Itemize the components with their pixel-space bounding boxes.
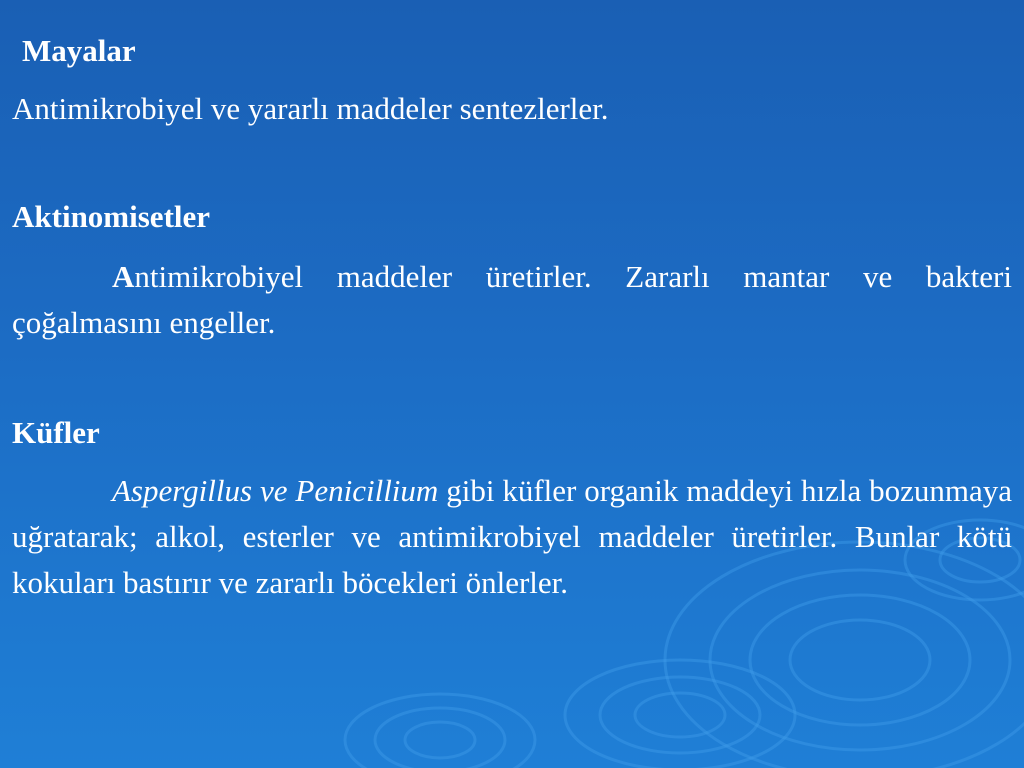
text-aktinomisetler-initial: A [112, 259, 135, 294]
spacer [12, 346, 1012, 402]
text-kufler-rest: gibi küfler organik maddeyi hızla bozunmaya uğratarak; alkol, esterler ve antimikrobiyel maddeler üretirler. Bunlar kötü kokuları bastırır ve zararlı böcekleri önlerler. [12, 473, 1012, 600]
slide-content [12, 28, 1012, 606]
heading-kufler: Küfler [12, 415, 100, 450]
heading-aktinomisetler: Aktinomisetler [12, 199, 211, 234]
text-kufler-species: Aspergillus ve Penicillium [112, 473, 439, 508]
text-mayalar: Antimikrobiyel ve yararlı maddeler sentezlerler. [12, 91, 609, 126]
text-aktinomisetler [12, 254, 1012, 346]
text-kufler [12, 468, 1012, 606]
spacer [12, 132, 1012, 178]
text-aktinomisetler-rest: ntimikrobiyel maddeler üretirler. Zararlı mantar ve bakteri çoğalmasını engeller. [12, 259, 1012, 340]
heading-mayalar: Mayalar [22, 33, 136, 68]
